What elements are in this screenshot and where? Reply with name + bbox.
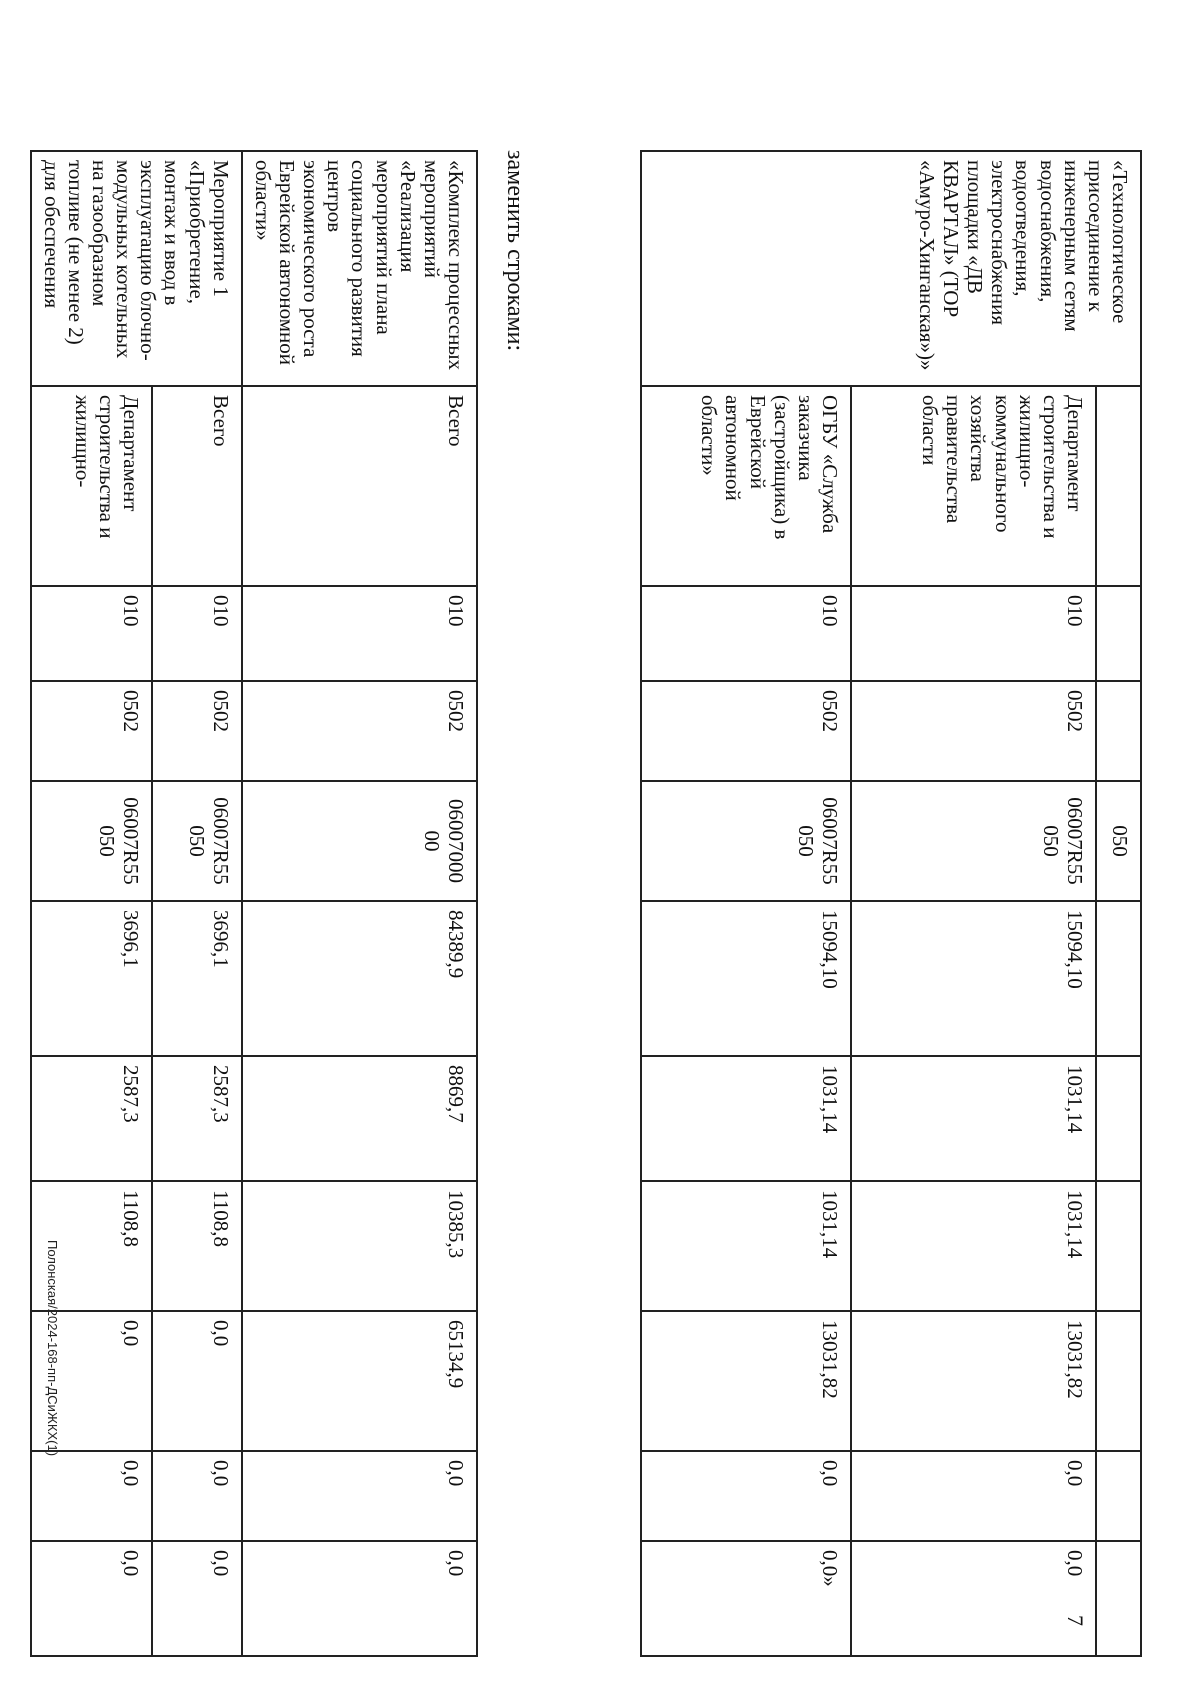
measure-name-cell: Мероприятие 1 «Приобретение, монтаж и ввод в эксплуатацию блочно-модульных котельных на газообразном топливе (не менее 2) для обеспечения — [31, 151, 242, 386]
rz-cell — [1096, 681, 1141, 781]
csr-cell: 06007000 00 — [242, 781, 477, 901]
document-footer: Полонская/2024-168-пп-ДСиЖКХ(1) — [45, 1240, 60, 1457]
year3-cell: 65134,9 — [242, 1311, 477, 1451]
year5-cell: 0,0 — [31, 1541, 153, 1656]
grbs-cell — [1096, 586, 1141, 681]
year2-cell: 1108,8 — [152, 1181, 241, 1311]
rz-cell: 0502 — [242, 681, 477, 781]
year1-cell: 8869,7 — [242, 1056, 477, 1181]
table-row — [1096, 151, 1141, 1656]
total-cell: 15094,10 — [641, 901, 851, 1056]
year2-cell: 1108,8 — [31, 1181, 153, 1311]
year4-cell: 0,0 — [641, 1451, 851, 1541]
total-cell — [1096, 901, 1141, 1056]
year5-cell: 0,0 — [851, 1541, 1096, 1656]
year5-cell: 0,0 — [242, 1541, 477, 1656]
grbs-cell: 010 — [851, 586, 1096, 681]
year4-cell: 0,0 — [851, 1451, 1096, 1541]
year5-cell — [1096, 1541, 1141, 1656]
measure-name-cell: «Технологическое присоединение к инженерным сетям водоснабжения, водоотведения, электроснабжения площадки «ДВ КВАРТАЛ» (ТОР «Амуро-Хинганская»)» — [641, 151, 1141, 386]
executor-cell — [1096, 386, 1141, 586]
table-row — [242, 151, 477, 1656]
year4-cell — [1096, 1451, 1141, 1541]
total-cell: 3696,1 — [31, 901, 153, 1056]
year3-cell — [1096, 1311, 1141, 1451]
executor-cell: Департамент строительства и жилищно-коммунального хозяйства правительства области — [851, 386, 1096, 586]
grbs-cell: 010 — [31, 586, 153, 681]
executor-cell: Всего — [242, 386, 477, 586]
rz-cell: 0502 — [851, 681, 1096, 781]
year4-cell: 0,0 — [152, 1451, 241, 1541]
csr-cell: 050 — [1096, 781, 1141, 901]
page-number: 7 — [1063, 1615, 1088, 1626]
year1-cell: 1031,14 — [641, 1056, 851, 1181]
table-row — [152, 151, 241, 1656]
year2-cell — [1096, 1181, 1141, 1311]
executor-cell: ОГБУ «Служба заказчика (застройщика) в Еврейской автономной области» — [641, 386, 851, 586]
year2-cell: 10385,3 — [242, 1181, 477, 1311]
year2-cell: 1031,14 — [641, 1181, 851, 1311]
year1-cell: 2587,3 — [152, 1056, 241, 1181]
year5-cell: 0,0» — [641, 1541, 851, 1656]
year3-cell: 13031,82 — [851, 1311, 1096, 1451]
csr-cell: 06007R55 050 — [31, 781, 153, 901]
program-table-new — [30, 150, 478, 1657]
csr-cell: 06007R55 050 — [152, 781, 241, 901]
grbs-cell: 010 — [152, 586, 241, 681]
year4-cell: 0,0 — [31, 1451, 153, 1541]
grbs-cell: 010 — [242, 586, 477, 681]
year2-cell: 1031,14 — [851, 1181, 1096, 1311]
csr-cell: 06007R55 050 — [851, 781, 1096, 901]
grbs-cell: 010 — [641, 586, 851, 681]
year3-cell: 13031,82 — [641, 1311, 851, 1451]
executor-cell: Всего — [152, 386, 241, 586]
year1-cell — [1096, 1056, 1141, 1181]
year4-cell: 0,0 — [242, 1451, 477, 1541]
executor-cell: Департамент строительства и жилищно- — [31, 386, 153, 586]
total-cell: 3696,1 — [152, 901, 241, 1056]
rz-cell: 0502 — [641, 681, 851, 781]
program-table-old — [640, 150, 1142, 1657]
rz-cell: 0502 — [31, 681, 153, 781]
year3-cell: 0,0 — [152, 1311, 241, 1451]
year3-cell: 0,0 — [31, 1311, 153, 1451]
total-cell: 15094,10 — [851, 901, 1096, 1056]
year5-cell: 0,0 — [152, 1541, 241, 1656]
year1-cell: 1031,14 — [851, 1056, 1096, 1181]
csr-cell: 06007R55 050 — [641, 781, 851, 901]
replace-with-rows-text: заменить строками: — [502, 150, 528, 352]
year1-cell: 2587,3 — [31, 1056, 153, 1181]
total-cell: 84389,9 — [242, 901, 477, 1056]
rz-cell: 0502 — [152, 681, 241, 781]
measure-name-cell: «Комплекс процессных мероприятий «Реализация мероприятий плана социального развития центров экономического роста Еврейской автономной области» — [242, 151, 477, 386]
